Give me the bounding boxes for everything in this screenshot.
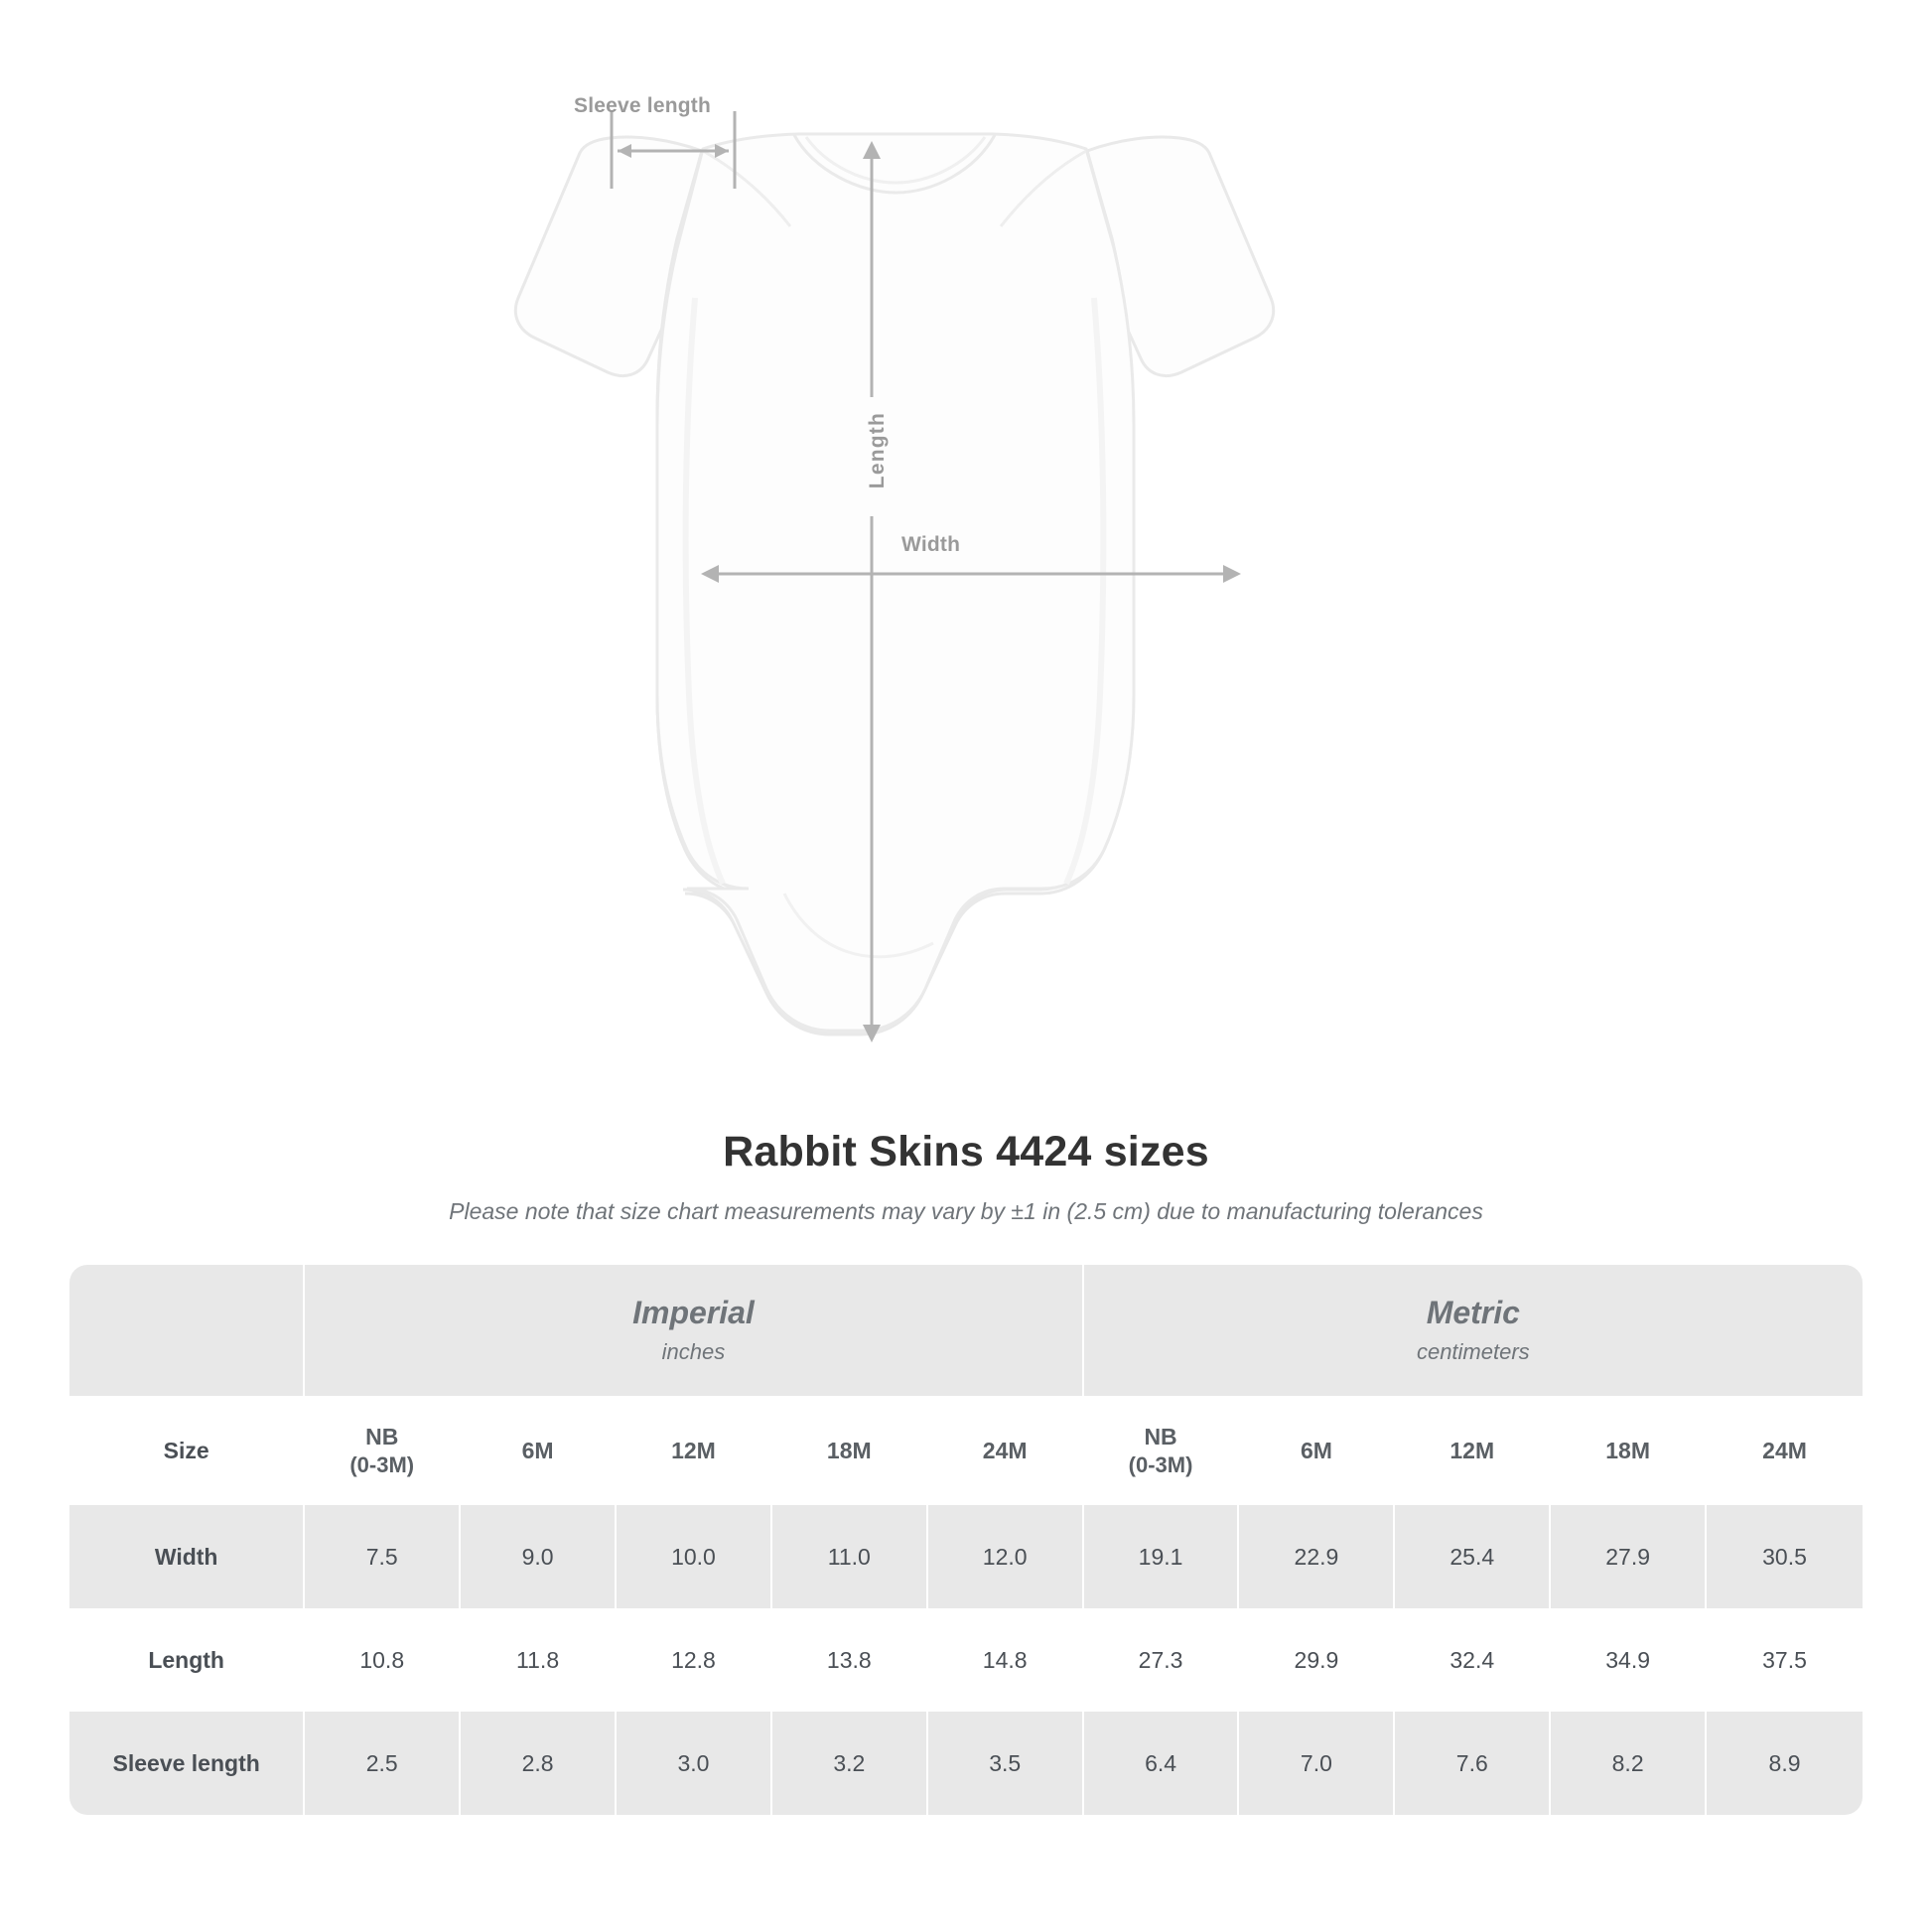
column-header-24m-metric bbox=[1707, 1396, 1863, 1505]
cell-sleeve-5: 6.4 bbox=[1084, 1712, 1240, 1815]
chart-titles bbox=[0, 1128, 1932, 1225]
column-header-18m-metric bbox=[1551, 1396, 1707, 1505]
cell-width-9: 30.5 bbox=[1707, 1505, 1863, 1608]
cell-sleeve-6: 7.0 bbox=[1239, 1712, 1395, 1815]
width-label: Width bbox=[901, 533, 961, 556]
page-title: Rabbit Skins 4424 sizes bbox=[723, 1128, 1209, 1175]
size-header-row bbox=[69, 1396, 1863, 1505]
cell-width-6: 22.9 bbox=[1239, 1505, 1395, 1608]
cell-length-3: 13.8 bbox=[772, 1608, 928, 1712]
col-label: NB bbox=[1144, 1423, 1177, 1449]
cell-length-4: 14.8 bbox=[928, 1608, 1084, 1712]
row-label-length: Length bbox=[69, 1608, 305, 1712]
unit-metric-sub: centimeters bbox=[1416, 1338, 1530, 1364]
col-label: 12M bbox=[671, 1437, 716, 1463]
cell-width-5: 19.1 bbox=[1084, 1505, 1240, 1608]
col-label: 18M bbox=[1605, 1437, 1650, 1463]
cell-length-7: 32.4 bbox=[1395, 1608, 1551, 1712]
size-chart-table-wrapper bbox=[69, 1265, 1863, 1815]
column-header-18m-imperial bbox=[772, 1396, 928, 1505]
cell-width-8: 27.9 bbox=[1551, 1505, 1707, 1608]
column-header-6m-metric bbox=[1239, 1396, 1395, 1505]
cell-length-6: 29.9 bbox=[1239, 1608, 1395, 1712]
unit-imperial-sub: inches bbox=[661, 1338, 726, 1364]
col-label: 18M bbox=[826, 1437, 872, 1463]
col-label: 24M bbox=[1762, 1437, 1807, 1463]
cell-length-1: 11.8 bbox=[461, 1608, 617, 1712]
cell-length-5: 27.3 bbox=[1084, 1608, 1240, 1712]
cell-width-4: 12.0 bbox=[928, 1505, 1084, 1608]
col-label: NB bbox=[365, 1423, 399, 1449]
cell-length-2: 12.8 bbox=[617, 1608, 772, 1712]
cell-length-0: 10.8 bbox=[305, 1608, 461, 1712]
column-header-12m-metric bbox=[1395, 1396, 1551, 1505]
row-label-sleeve-length: Sleeve length bbox=[69, 1712, 305, 1815]
column-header-nb-imperial bbox=[305, 1396, 461, 1505]
tolerance-note: Please note that size chart measurements may vary by ±1 in (2.5 cm) due to manufacturing tolerances bbox=[449, 1198, 1483, 1224]
col-label: 24M bbox=[982, 1437, 1028, 1463]
column-header-12m-imperial bbox=[617, 1396, 772, 1505]
cell-length-8: 34.9 bbox=[1551, 1608, 1707, 1712]
cell-width-1: 9.0 bbox=[461, 1505, 617, 1608]
cell-sleeve-2: 3.0 bbox=[617, 1712, 772, 1815]
unit-corner-cell bbox=[69, 1265, 305, 1396]
col-sub: (0-3M) bbox=[1128, 1451, 1193, 1477]
unit-imperial-name: Imperial bbox=[632, 1295, 755, 1331]
unit-metric-name: Metric bbox=[1426, 1295, 1520, 1331]
cell-length-9: 37.5 bbox=[1707, 1608, 1863, 1712]
cell-width-7: 25.4 bbox=[1395, 1505, 1551, 1608]
cell-sleeve-9: 8.9 bbox=[1707, 1712, 1863, 1815]
size-chart-table bbox=[69, 1265, 1863, 1815]
length-label: Length bbox=[866, 412, 889, 489]
unit-imperial-cell bbox=[305, 1265, 1083, 1396]
col-label: 12M bbox=[1449, 1437, 1495, 1463]
table-row bbox=[69, 1712, 1863, 1815]
table-row bbox=[69, 1505, 1863, 1608]
column-header-24m-imperial bbox=[928, 1396, 1084, 1505]
sleeve-length-label: Sleeve length bbox=[574, 94, 711, 117]
cell-sleeve-3: 3.2 bbox=[772, 1712, 928, 1815]
column-header-nb-metric bbox=[1084, 1396, 1240, 1505]
cell-sleeve-4: 3.5 bbox=[928, 1712, 1084, 1815]
unit-metric-cell bbox=[1084, 1265, 1863, 1396]
cell-width-3: 11.0 bbox=[772, 1505, 928, 1608]
unit-header-row bbox=[69, 1265, 1863, 1396]
col-label: 6M bbox=[1300, 1437, 1332, 1463]
cell-sleeve-0: 2.5 bbox=[305, 1712, 461, 1815]
cell-sleeve-7: 7.6 bbox=[1395, 1712, 1551, 1815]
cell-width-0: 7.5 bbox=[305, 1505, 461, 1608]
table-row bbox=[69, 1608, 1863, 1712]
row-label-width: Width bbox=[69, 1505, 305, 1608]
column-header-6m-imperial bbox=[461, 1396, 617, 1505]
cell-sleeve-1: 2.8 bbox=[461, 1712, 617, 1815]
size-label-cell: Size bbox=[69, 1396, 305, 1505]
cell-sleeve-8: 8.2 bbox=[1551, 1712, 1707, 1815]
bodysuit-outline bbox=[657, 134, 1134, 1031]
cell-width-2: 10.0 bbox=[617, 1505, 772, 1608]
col-sub: (0-3M) bbox=[349, 1451, 415, 1477]
col-label: 6M bbox=[521, 1437, 554, 1463]
